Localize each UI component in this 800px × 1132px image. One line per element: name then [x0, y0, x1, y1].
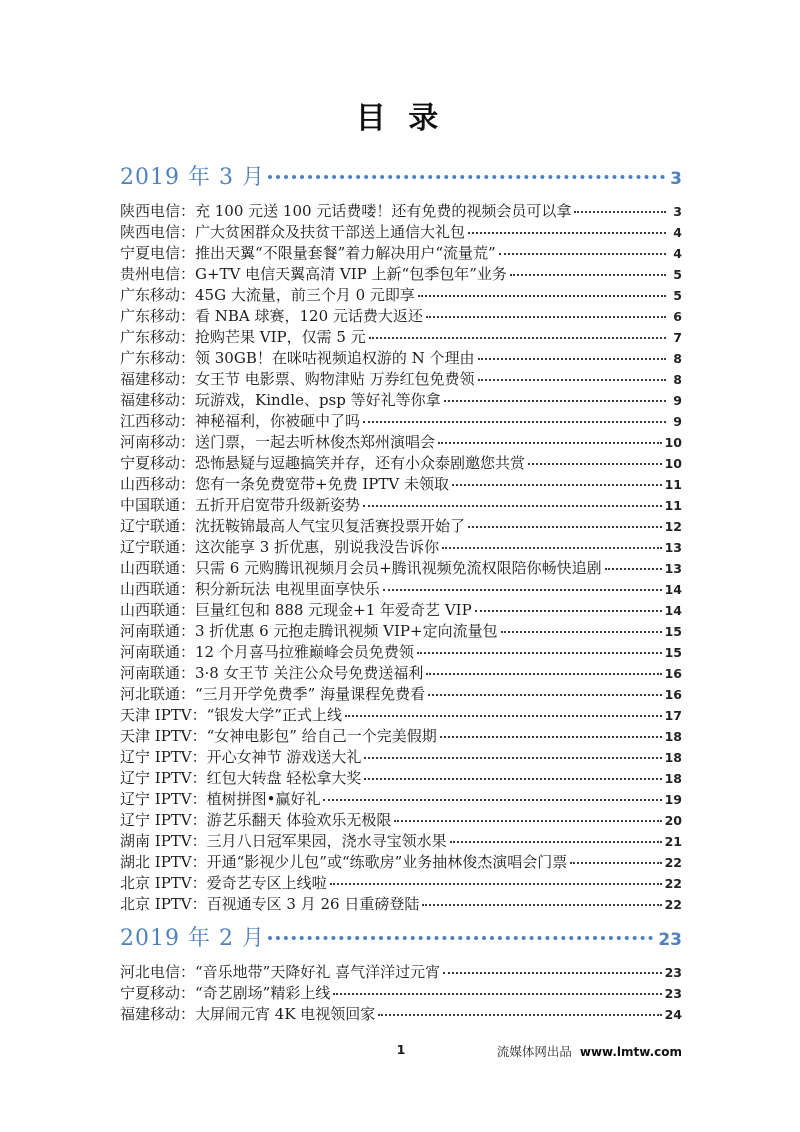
toc-entry-label: 河南联通：3·8 女王节 关注公众号免费送福利 [120, 664, 424, 682]
toc-entry-label: 宁夏移动：“奇艺剧场”精彩上线 [120, 984, 331, 1002]
toc-entry[interactable] [120, 411, 682, 432]
dotted-leader [378, 1014, 661, 1016]
toc-entry[interactable] [120, 684, 682, 705]
toc-entry-label: 中国联通：五折开启宽带升级新姿势 [120, 496, 361, 514]
dotted-leader [478, 358, 666, 360]
toc-entry-page-number: 6 [673, 309, 682, 324]
toc-entry[interactable] [120, 432, 682, 453]
toc-entry[interactable] [120, 516, 682, 537]
toc-section-heading-label: 2019 年 2 月 [120, 926, 265, 951]
toc-entry-page-number: 4 [673, 246, 682, 261]
dotted-leader [323, 799, 661, 801]
toc-entry-label: 河南移动：送门票，一起去听林俊杰郑州演唱会 [120, 433, 436, 451]
dotted-leader [394, 820, 661, 822]
toc-entry[interactable] [120, 558, 682, 579]
toc-entry[interactable] [120, 705, 682, 726]
dotted-leader [438, 442, 662, 444]
toc-entry[interactable] [120, 537, 682, 558]
dotted-leader [475, 610, 662, 612]
toc-entry-page-number: 15 [664, 645, 682, 660]
toc-section-heading[interactable] [120, 163, 682, 194]
toc-entry-page-number: 9 [673, 414, 682, 429]
toc-entry-label: 辽宁 IPTV：游艺乐翻天 体验欢乐无极限 [120, 811, 392, 829]
toc-entry-page-number: 21 [664, 834, 682, 849]
toc-entry[interactable] [120, 474, 682, 495]
toc-entry-label: 北京 IPTV：爱奇艺专区上线啦 [120, 874, 327, 892]
toc-entry-page-number: 15 [664, 624, 682, 639]
dotted-leader [426, 673, 661, 675]
toc-entry-page-number: 23 [664, 965, 682, 980]
toc-entry[interactable] [120, 962, 682, 983]
dotted-leader [422, 904, 661, 906]
toc-entry-page-number: 22 [664, 897, 682, 912]
toc-entry-page-number: 13 [664, 540, 682, 555]
toc-entry-label: 广东移动：45G 大流量，前三个月 0 元即享 [120, 286, 415, 304]
toc-entry-label: 河南联通：3 折优惠 6 元抱走腾讯视频 VIP+定向流量包 [120, 622, 498, 640]
dotted-leader [468, 232, 666, 234]
toc-entry-label: 广东移动：看 NBA 球赛，120 元话费大返还 [120, 307, 423, 325]
toc-entry-page-number: 5 [673, 267, 682, 282]
dotted-leader [428, 694, 661, 696]
dotted-leader [426, 316, 666, 318]
toc-entry[interactable] [120, 453, 682, 474]
toc-entry-label: 辽宁 IPTV：植树拼图•赢好礼 [120, 790, 321, 808]
toc-entry[interactable] [120, 894, 682, 915]
dotted-leader [501, 631, 662, 633]
dotted-leader [417, 652, 662, 654]
toc-entry[interactable] [120, 390, 682, 411]
toc-entry[interactable] [120, 222, 682, 243]
toc-entry-label: 山西联通：只需 6 元购腾讯视频月会员+腾讯视频免流权限陪你畅快追剧 [120, 559, 602, 577]
toc-entry-label: 广东移动：抢购芒果 VIP，仅需 5 元 [120, 328, 366, 346]
toc-entry[interactable] [120, 852, 682, 873]
toc-entry-label: 陕西电信：充 100 元送 100 元话费喽！还有免费的视频会员可以拿 [120, 202, 572, 220]
toc-entry[interactable] [120, 642, 682, 663]
toc-entry[interactable] [120, 495, 682, 516]
toc-section-heading[interactable] [120, 924, 682, 955]
toc-entry-page-number: 4 [673, 225, 682, 240]
dotted-leader [444, 400, 666, 402]
toc-entry-label: 福建移动：大屏闹元宵 4K 电视领回家 [120, 1005, 376, 1023]
toc-entry-label: 山西联通：巨量红包和 888 元现金+1 年爱奇艺 VIP [120, 601, 472, 619]
toc-entry[interactable] [120, 243, 682, 264]
toc-entry[interactable] [120, 201, 682, 222]
toc-entry-label: 辽宁 IPTV：开心女神节 游戏送大礼 [120, 748, 362, 766]
dotted-leader [605, 568, 662, 570]
dotted-leader [268, 936, 653, 940]
toc-entry[interactable] [120, 327, 682, 348]
toc-entry-label: 山西联通：积分新玩法 电视里面享快乐 [120, 580, 380, 598]
publisher-name: 流媒体网出品 [496, 1044, 572, 1059]
toc-section-page-number: 3 [670, 169, 682, 189]
toc-entry-label: 陕西电信：广大贫困群众及扶贫干部送上通信大礼包 [120, 223, 466, 241]
toc-entry[interactable] [120, 768, 682, 789]
dotted-leader [345, 715, 662, 717]
toc-entry-page-number: 24 [664, 1007, 682, 1022]
dotted-leader [333, 993, 661, 995]
toc-entry-page-number: 14 [664, 582, 682, 597]
toc-entry-label: 河北电信：“音乐地带”天降好礼 喜气洋洋过元宵 [120, 963, 441, 981]
dotted-leader [364, 757, 661, 759]
dotted-leader [478, 379, 666, 381]
toc-entry[interactable] [120, 1004, 682, 1025]
toc-entry-page-number: 10 [664, 456, 682, 471]
toc-entry[interactable] [120, 579, 682, 600]
toc-entry[interactable] [120, 873, 682, 894]
toc-entry-page-number: 18 [664, 771, 682, 786]
footer-publisher-block [497, 1042, 682, 1060]
toc-entries [120, 201, 682, 915]
dotted-leader [383, 589, 662, 591]
toc-entry-page-number: 16 [664, 687, 682, 702]
toc-entry[interactable] [120, 747, 682, 768]
toc-entry-page-number: 10 [664, 435, 682, 450]
dotted-leader [570, 862, 661, 864]
toc-entry-page-number: 19 [664, 792, 682, 807]
table-of-contents [120, 163, 682, 1025]
toc-entry-page-number: 8 [673, 351, 682, 366]
toc-entry[interactable] [120, 810, 682, 831]
toc-entry[interactable] [120, 600, 682, 621]
toc-entry-page-number: 11 [664, 477, 682, 492]
toc-entry-page-number: 18 [664, 750, 682, 765]
toc-entry-page-number: 20 [664, 813, 682, 828]
toc-entry-page-number: 17 [664, 708, 682, 723]
page-footer [120, 1042, 682, 1060]
dotted-leader [364, 778, 661, 780]
toc-entries [120, 962, 682, 1025]
toc-entry[interactable] [120, 306, 682, 327]
publisher-website-link[interactable]: www.lmtw.com [579, 1045, 682, 1059]
toc-entry-label: 贵州电信：G+TV 电信天翼高清 VIP 上新“包季包年”业务 [120, 265, 507, 283]
toc-entry-label: 江西移动：神秘福利，你被砸中了吗 [120, 412, 361, 430]
toc-entry-page-number: 13 [664, 561, 682, 576]
toc-entry-label: 山西移动：您有一条免费宽带+免费 IPTV 未领取 [120, 475, 449, 493]
toc-entry-page-number: 22 [664, 876, 682, 891]
toc-entry-page-number: 12 [664, 519, 682, 534]
dotted-leader [443, 972, 661, 974]
toc-entry-page-number: 16 [664, 666, 682, 681]
dotted-leader [452, 484, 662, 486]
dotted-leader [510, 274, 666, 276]
toc-entry-label: 辽宁联通：沈抚鞍锦最高人气宝贝复活赛投票开始了 [120, 517, 466, 535]
toc-entry[interactable] [120, 726, 682, 747]
toc-entry-page-number: 9 [673, 393, 682, 408]
dotted-leader [442, 547, 662, 549]
dotted-leader [363, 421, 666, 423]
dotted-leader [450, 841, 662, 843]
dotted-leader [363, 505, 662, 507]
toc-entry-label: 天津 IPTV：“银发大学”正式上线 [120, 706, 342, 724]
toc-entry[interactable] [120, 983, 682, 1004]
page-title: 目 录 [355, 101, 445, 136]
dotted-leader [330, 883, 662, 885]
toc-entry[interactable] [120, 348, 682, 369]
toc-entry[interactable] [120, 831, 682, 852]
toc-entry-label: 福建移动：玩游戏，Kindle、psp 等好礼等你拿 [120, 391, 441, 409]
toc-entry-page-number: 18 [664, 729, 682, 744]
toc-entry-label: 宁夏移动：恐怖悬疑与逗趣搞笑并存，还有小众泰剧邀您共赏 [120, 454, 526, 472]
toc-entry-page-number: 7 [673, 330, 682, 345]
dotted-leader [499, 253, 666, 255]
toc-section [120, 163, 682, 915]
toc-entry-label: 湖北 IPTV：开通“影视少儿包”或“练歌房”业务抽林俊杰演唱会门票 [120, 853, 568, 871]
toc-entry-label: 辽宁联通：这次能享 3 折优惠，别说我没告诉你 [120, 538, 440, 556]
toc-entry-label: 宁夏电信：推出天翼“不限量套餐”着力解决用户“流量荒” [120, 244, 496, 262]
toc-entry-label: 辽宁 IPTV：红包大转盘 轻松拿大奖 [120, 769, 362, 787]
toc-entry-label: 河北联通：“三月开学免费季” 海量课程免费看 [120, 685, 426, 703]
dotted-leader [369, 337, 666, 339]
dotted-leader [468, 526, 662, 528]
footer-page-number: 1 [396, 1042, 406, 1057]
toc-entry-page-number: 3 [673, 204, 682, 219]
dotted-leader [268, 175, 665, 179]
toc-entry[interactable] [120, 369, 682, 390]
dotted-leader [418, 295, 666, 297]
toc-entry[interactable] [120, 789, 682, 810]
toc-entry[interactable] [120, 621, 682, 642]
toc-entry-page-number: 14 [664, 603, 682, 618]
toc-entry[interactable] [120, 663, 682, 684]
toc-entry-page-number: 22 [664, 855, 682, 870]
toc-entry-label: 北京 IPTV：百视通专区 3 月 26 日重磅登陆 [120, 895, 420, 913]
dotted-leader [574, 211, 666, 213]
toc-entry-page-number: 23 [664, 986, 682, 1001]
toc-entry-label: 广东移动：领 30GB！在咪咕视频追权游的 N 个理由 [120, 349, 475, 367]
toc-entry-page-number: 5 [673, 288, 682, 303]
toc-entry-label: 福建移动：女王节 电影票、购物津贴 万券红包免费领 [120, 370, 475, 388]
toc-section [120, 924, 682, 1025]
toc-entry-label: 湖南 IPTV：三月八日冠军果园，浇水寻宝领水果 [120, 832, 447, 850]
toc-section-page-number: 23 [658, 930, 682, 950]
toc-entry-page-number: 11 [664, 498, 682, 513]
toc-section-heading-label: 2019 年 3 月 [120, 165, 265, 190]
toc-entry-page-number: 8 [673, 372, 682, 387]
toc-entry-label: 河南联通：12 个月喜马拉雅巅峰会员免费领 [120, 643, 414, 661]
toc-entry[interactable] [120, 285, 682, 306]
dotted-leader [440, 736, 662, 738]
toc-entry[interactable] [120, 264, 682, 285]
dotted-leader [528, 463, 662, 465]
toc-entry-label: 天津 IPTV：“女神电影包” 给自己一个完美假期 [120, 727, 437, 745]
